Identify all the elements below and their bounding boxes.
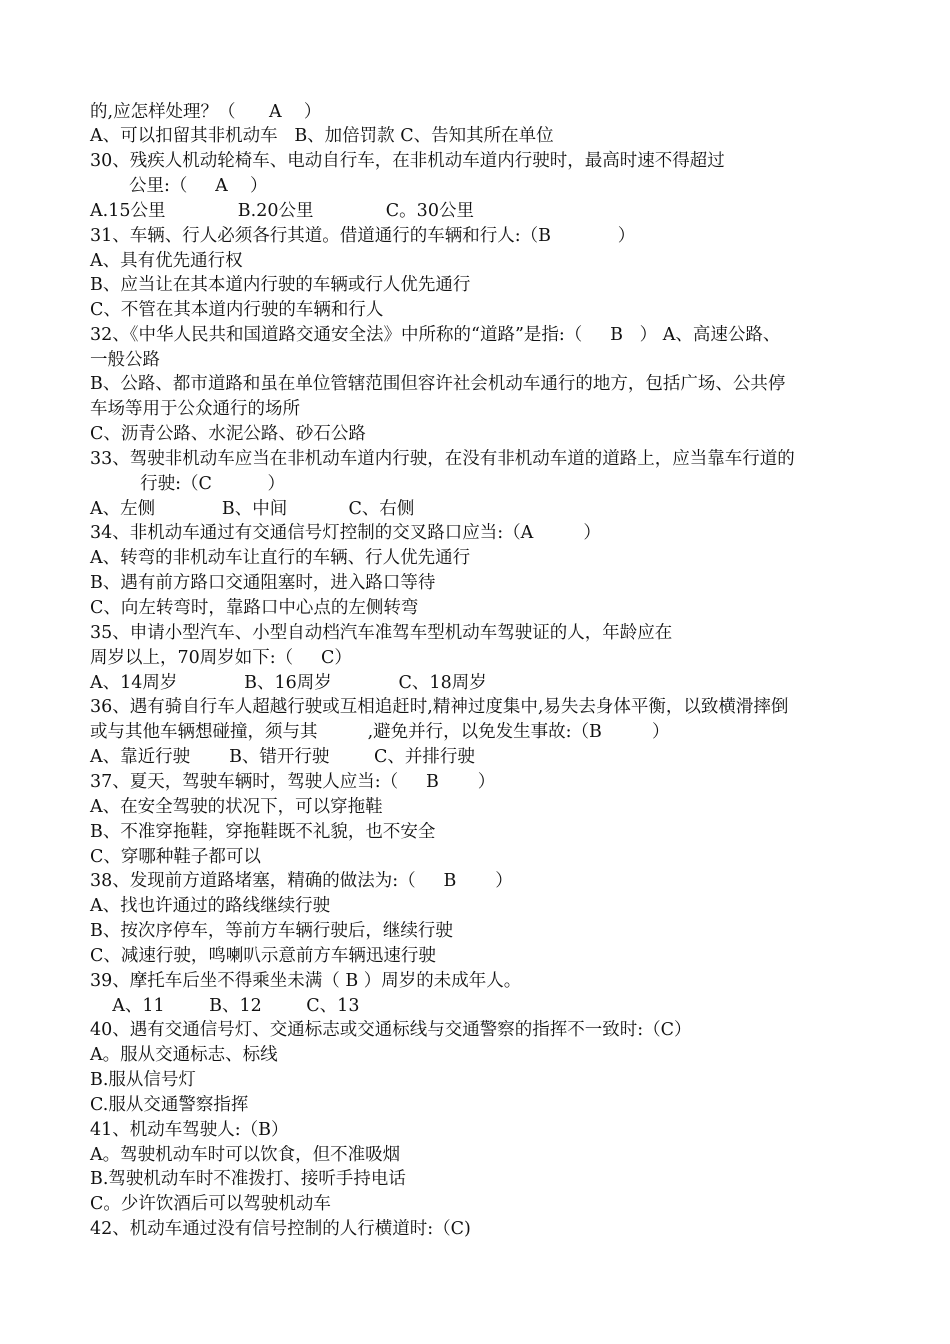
text-line: 的,应怎样处理？（ A ） xyxy=(90,102,322,122)
text-line: B、公路、都市道路和虽在单位管辖范围但容许社会机动车通行的地方，包括广场、公共停 xyxy=(90,374,786,394)
text-line: 42、机动车通过没有信号控制的人行横道时:（C) xyxy=(90,1219,471,1239)
text-line: 31、车辆、行人必须各行其道。借道通行的车辆和行人:（B ） xyxy=(90,226,636,246)
text-line: C.服从交通警察指挥 xyxy=(90,1095,249,1115)
text-line: 34、非机动车通过有交通信号灯控制的交叉路口应当:（A ） xyxy=(90,523,601,543)
text-line: A。驾驶机动车时可以饮食，但不准吸烟 xyxy=(90,1145,401,1165)
text-line: C、向左转弯时，靠路口中心点的左侧转弯 xyxy=(90,598,419,618)
text-line: C。少许饮酒后可以驾驶机动车 xyxy=(90,1194,331,1214)
text-line: 周岁以上，70周岁如下:（ C） xyxy=(90,648,352,668)
text-line: A、左侧 B、中间 C、右侧 xyxy=(90,499,415,519)
text-line: 37、夏天，驾驶车辆时，驾驶人应当:（ B ） xyxy=(90,772,496,792)
text-line: A.15公里 B.20公里 C。30公里 xyxy=(90,201,474,221)
text-line: B、不准穿拖鞋，穿拖鞋既不礼貌，也不安全 xyxy=(90,822,436,842)
text-line: A、可以扣留其非机动车 B、加倍罚款 C、告知其所在单位 xyxy=(90,126,554,146)
text-line: A、14周岁 B、16周岁 C、18周岁 xyxy=(90,673,487,693)
text-line: A。服从交通标志、标线 xyxy=(90,1045,278,1065)
text-line: 公里:（ A ） xyxy=(90,176,268,196)
text-line: 41、机动车驾驶人:（B） xyxy=(90,1120,289,1140)
text-line: A、靠近行驶 B、错开行驶 C、并排行驶 xyxy=(90,747,475,767)
text-line: A、在安全驾驶的状况下，可以穿拖鞋 xyxy=(90,797,383,817)
text-line: 行驶:（C ） xyxy=(90,474,285,494)
text-line: B.驾驶机动车时不准拨打、接听手持电话 xyxy=(90,1169,406,1189)
text-line: C、沥青公路、水泥公路、砂石公路 xyxy=(90,424,366,444)
text-line: 30、残疾人机动轮椅车、电动自行车，在非机动车道内行驶时，最高时速不得超过 xyxy=(90,151,725,171)
text-line: A、具有优先通行权 xyxy=(90,251,243,271)
text-line: 39、摩托车后坐不得乘坐未满（ B ）周岁的未成年人。 xyxy=(90,971,522,991)
text-line: 一般公路 xyxy=(90,350,160,370)
text-line: 或与其他车辆想碰撞，须与其 ,避免并行，以免发生事故:（B ） xyxy=(90,722,670,742)
text-line: B、遇有前方路口交通阻塞时，进入路口等待 xyxy=(90,573,436,593)
text-line: C、减速行驶，鸣喇叭示意前方车辆迅速行驶 xyxy=(90,946,436,966)
text-line: 36、遇有骑自行车人超越行驶或互相追赶时,精神过度集中,易失去身体平衡，以致横滑摔倒 xyxy=(90,697,789,717)
text-line: A、找也许通过的路线继续行驶 xyxy=(90,896,331,916)
text-line: 35、申请小型汽车、小型自动档汽车准驾车型机动车驾驶证的人，年龄应在 xyxy=(90,623,673,643)
text-line: B、应当让在其本道内行驶的车辆或行人优先通行 xyxy=(90,275,471,295)
text-line: C、穿哪种鞋子都可以 xyxy=(90,847,261,867)
text-line: C、不管在其本道内行驶的车辆和行人 xyxy=(90,300,384,320)
text-line: B、按次序停车，等前方车辆行驶后，继续行驶 xyxy=(90,921,453,941)
text-line: 38、发现前方道路堵塞，精确的做法为:（ B ） xyxy=(90,871,513,891)
text-line: B.服从信号灯 xyxy=(90,1070,196,1090)
text-line: A、11 B、12 C、13 xyxy=(90,996,360,1016)
text-line: 32、《中华人民共和国道路交通安全法》中所称的“道路”是指:（ B ） A、高速公路、 xyxy=(90,325,781,345)
text-line: A、转弯的非机动车让直行的车辆、行人优先通行 xyxy=(90,548,471,568)
text-line: 33、驾驶非机动车应当在非机动车道内行驶，在没有非机动车道的道路上，应当靠车行道的 xyxy=(90,449,795,469)
text-line: 车场等用于公众通行的场所 xyxy=(90,399,300,419)
text-line: 40、遇有交通信号灯、交通标志或交通标线与交通警察的指挥不一致时:（C） xyxy=(90,1020,692,1040)
